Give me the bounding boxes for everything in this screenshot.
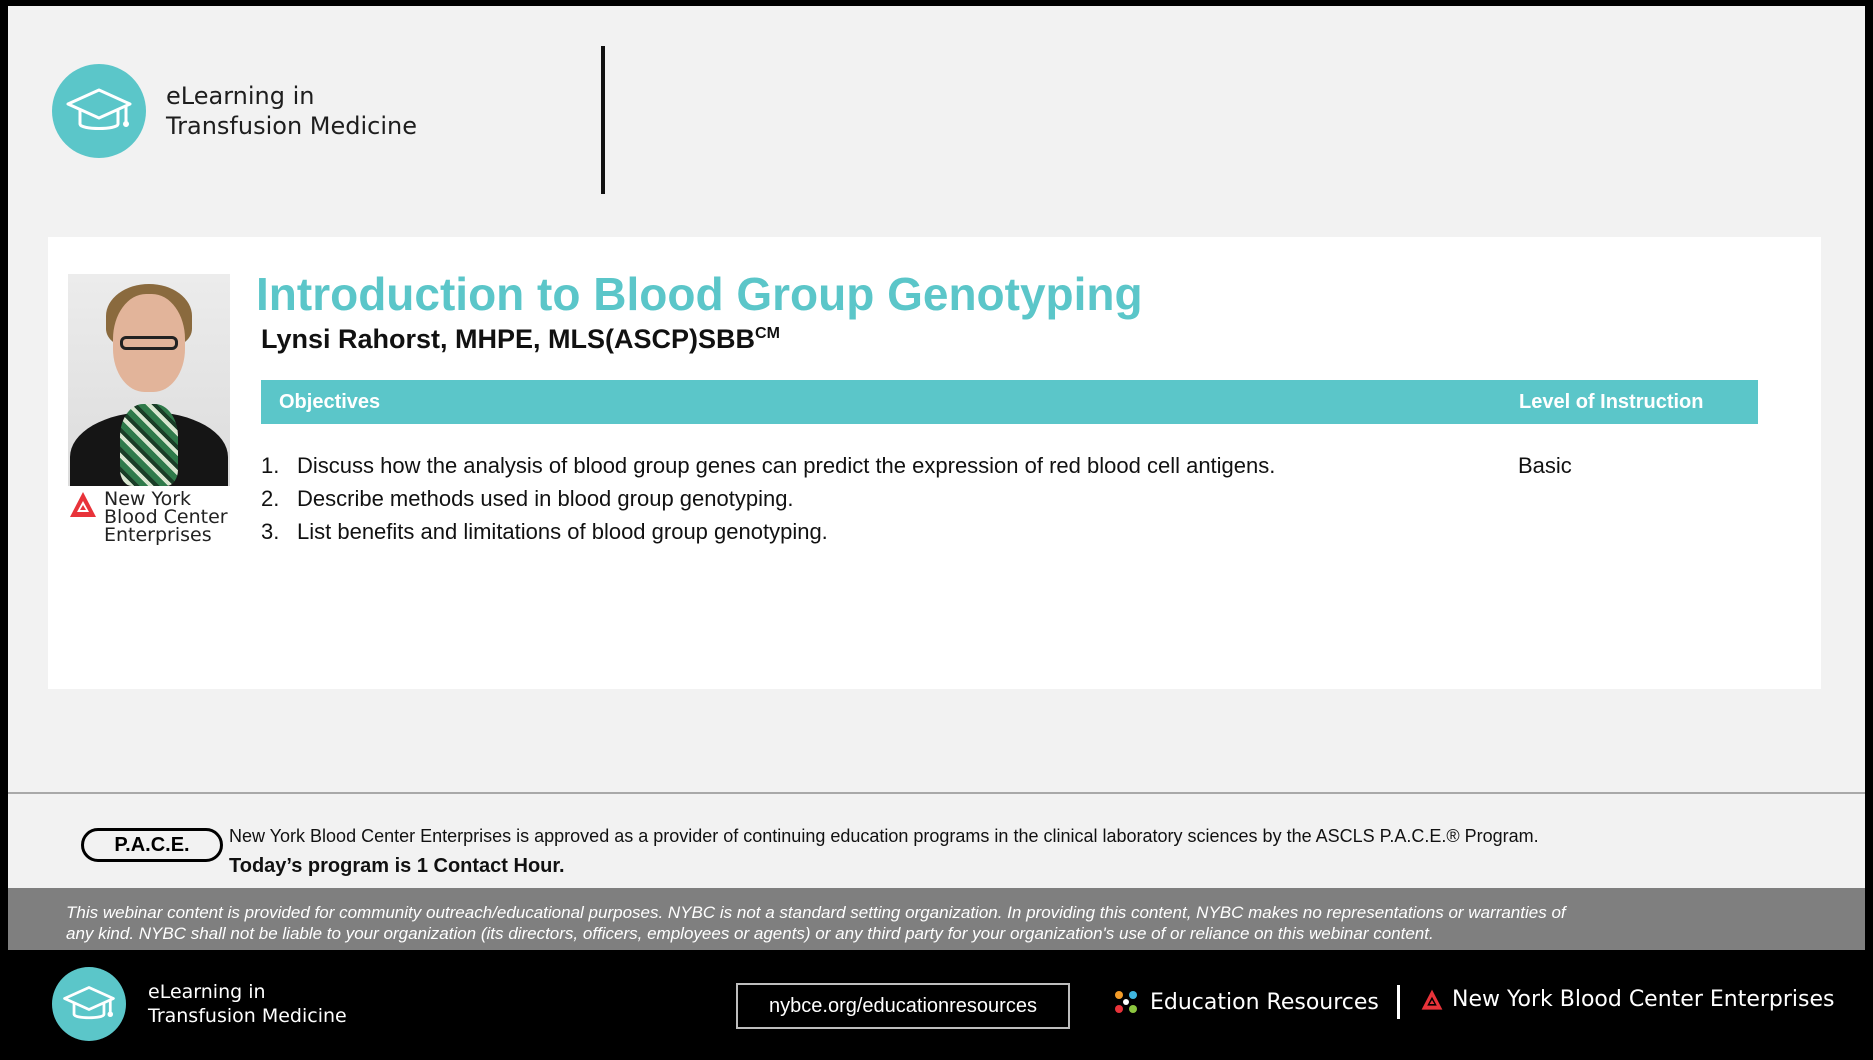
presenter-name-text: Lynsi Rahorst, MHPE, MLS(ASCP)SBB (261, 324, 756, 354)
org-line-2: Blood Center (104, 506, 228, 528)
level-heading: Level of Instruction (1501, 380, 1758, 424)
footer-bar (8, 950, 1865, 1054)
graduation-cap-icon (52, 967, 126, 1041)
contact-hour-text: Today’s program is 1 Contact Hour. (229, 855, 565, 877)
disclaimer-line-1: This webinar content is provided for community outreach/educational purposes. NYBC is not a standard setting organization. In providing this content, NYBC makes no representations or warranties of (66, 903, 1566, 922)
objective-number: 3. (261, 519, 280, 544)
pace-logo: P.A.C.E. (81, 828, 223, 862)
objective-text: Discuss how the analysis of blood group genes can predict the expression of red blood cell antigens. (297, 453, 1276, 478)
course-title: Introduction to Blood Group Genotyping (256, 268, 1143, 320)
disclaimer-line-2: any kind. NYBC shall not be liable to your organization (its directors, officers, employees or agents) or any third party for your organization's use of or reliance on this webinar content. (66, 924, 1434, 943)
presenter-photo (68, 274, 230, 486)
footer-brand-line-2: Transfusion Medicine (148, 1005, 347, 1027)
presenter-name (261, 324, 780, 355)
presenter-credential-superscript: CM (755, 325, 780, 342)
education-resources-icon (1112, 988, 1140, 1016)
org-line-1: New York (104, 488, 192, 510)
objective-item (261, 449, 1275, 482)
brand-line-2: Transfusion Medicine (166, 112, 417, 140)
nybc-drop-icon (68, 490, 98, 520)
footer-divider (8, 792, 1865, 794)
org-line-3: Enterprises (104, 524, 212, 546)
education-resources-link[interactable]: nybce.org/educationresources (736, 983, 1070, 1029)
nybc-logo-text (104, 490, 228, 544)
course-card (48, 237, 1821, 689)
nybc-footer-logo (1420, 987, 1835, 1012)
objective-text: Describe methods used in blood group genotyping. (297, 486, 794, 511)
header-brand (52, 64, 417, 158)
objectives-heading: Objectives (261, 380, 1512, 424)
brand-line-1: eLearning in (166, 82, 315, 110)
education-resources-label: Education Resources (1150, 989, 1379, 1015)
objective-number: 2. (261, 486, 280, 511)
footer-brand-text (148, 980, 347, 1028)
footer-brand (52, 967, 347, 1041)
slide (8, 6, 1865, 1054)
objectives-list (261, 449, 1275, 548)
nybc-logo (68, 490, 228, 544)
objective-text: List benefits and limitations of blood group genotyping. (297, 519, 828, 544)
education-resources-logo (1112, 988, 1379, 1016)
disclaimer (8, 888, 1865, 950)
footer-brand-line-1: eLearning in (148, 981, 266, 1003)
objective-item (261, 482, 1275, 515)
approval-text: New York Blood Center Enterprises is approved as a provider of continuing education programs in the clinical laboratory sciences by the ASCLS P.A.C.E.® Program. (229, 826, 1539, 846)
graduation-cap-icon (52, 64, 146, 158)
nybc-footer-label: New York Blood Center Enterprises (1452, 987, 1835, 1012)
level-value: Basic (1518, 453, 1572, 478)
header-divider (601, 46, 605, 194)
header-brand-text (166, 81, 417, 141)
nybc-drop-icon (1420, 988, 1444, 1012)
objective-item (261, 515, 1275, 548)
footer-separator (1397, 985, 1400, 1019)
objective-number: 1. (261, 453, 280, 478)
